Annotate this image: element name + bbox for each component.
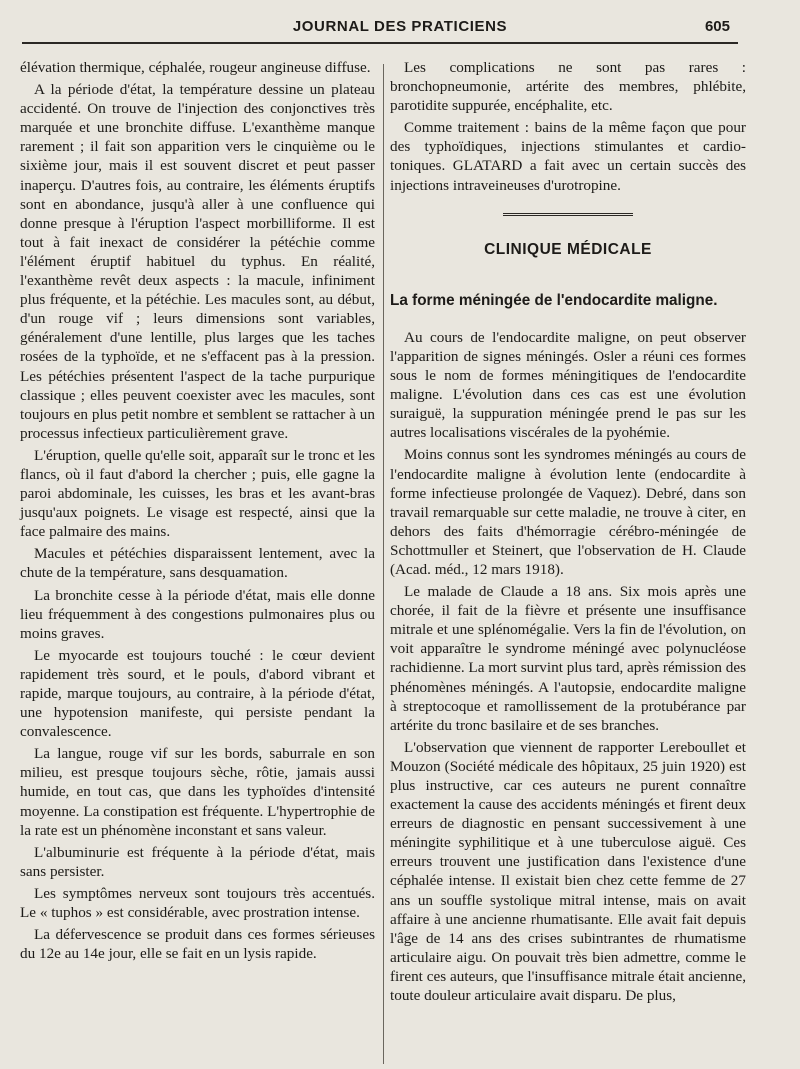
article-title: La forme méningée de l'endocardite maligne. bbox=[390, 291, 718, 309]
paragraph: L'albuminurie est fréquente à la période d'état, mais sans persister. bbox=[20, 843, 375, 880]
page-number: 605 bbox=[704, 18, 730, 35]
paragraph: Le myocarde est toujours touché : le cœur devient rapidement très sourd, et le pouls, d'abord vibrant et rapide, marque toujours, au contraire, à la période d'état, une hypotension manifeste, qui persiste pendant la convalescence. bbox=[20, 646, 375, 741]
section-divider bbox=[503, 213, 633, 216]
paragraph: La langue, rouge vif sur les bords, saburrale en son milieu, est presque toujours sèche, rôtie, jamais aussi humide, en tout cas, que dans les typhoïdes d'intensité moyenne. La constipation est fréquente. L'hypertrophie de la rate est un phénomène inconstant et sans valeur. bbox=[20, 745, 375, 839]
section-title: CLINIQUE MÉDICALE bbox=[484, 240, 652, 258]
right-column bbox=[390, 58, 746, 1005]
paragraph: L'éruption, quelle qu'elle soit, apparaît sur le tronc et les flancs, où il faut d'abord la chercher ; puis, elle gagne la paroi abdominale, les cuisses, les bras et les avant-bras jusqu'aux poignets. Le visage est respecté, ainsi que la face palmaire des mains. bbox=[20, 446, 375, 541]
paragraph: L'observation que viennent de rapporter Lereboullet et Mouzon (Société médicale des hôpitaux, 25 juin 1920) est plus instructive, car ces auteurs ne purent connaître exactement la cause des accidents méningés et firent deux erreurs de diagnostic en pensant successivement à une méningite syphilitique et à une tuberculose aiguë. Ces erreurs trouvent une justification dans l'existence d'une céphalée intense. Il existait bien chez cette femme de 27 ans un souffle systolique mitral intense, mais on avait affaire à une ancienne rhumatisante. Elle avait fait depuis l'âge de 14 ans des crises subintrantes de rhumatisme articulaire aigu. On pouvait très bien admettre, comme le firent ces auteurs, que l'insuffisance mitrale était ancienne, toute douleur articulaire avait disparu. De plus, bbox=[390, 738, 746, 1005]
paragraph: A la période d'état, la température dessine un plateau accidenté. On trouve de l'injection des conjonctives très marquée et une bronchite diffuse. L'exanthème manque rarement ; il fait son apparition vers le cinquième ou le sixième jour, mais il est souvent discret et peut passer inaperçu. D'autres fois, au contraire, les éléments éruptifs sont en abondance, jusqu'à aller à une confluence qui donne presque à l'éruption l'aspect morbilliforme. Il est tout à fait inexact de considérer la pétéchie comme l'élément éruptif habituel du typhus. En réalité, l'exanthème revêt deux aspects : la macule, infiniment plus fréquente, et la pétéchie. Les macules sont, au début, d'un rouge vif ; leurs dimensions sont variables, généralement d'une lentille, plus larges que les taches rosées de la typhoïde, et ne s'effacent pas à la pression. Les pétéchies présentent l'aspect de la tache purpurique classique ; elles peuvent coexister avec les macules, sont toujours en plus petit nombre et semblent se rattacher à un processus infectieux particulièrement grave. bbox=[20, 81, 375, 442]
paragraph: Au cours de l'endocardite maligne, on peut observer l'apparition de signes méningés. Osler a réuni ces formes sous le nom de formes méningitiques de l'endocardite maligne. L'évolution dans ces cas est une évolution suraiguë, la suppuration méningée prend le pas sur les autres localisations viscérales de la pyohémie. bbox=[390, 328, 746, 442]
paragraph: La défervescence se produit dans ces formes sérieuses du 12e au 14e jour, elle se fait en un lysis rapide. bbox=[20, 926, 375, 963]
journal-title: JOURNAL DES PRATICIENS bbox=[292, 18, 508, 35]
column-divider bbox=[383, 64, 384, 1064]
header-rule bbox=[22, 42, 738, 44]
paragraph: élévation thermique, céphalée, rougeur angineuse diffuse. bbox=[20, 59, 371, 76]
paragraph: La bronchite cesse à la période d'état, mais elle donne lieu fréquemment à des congestions pulmonaires plus ou moins graves. bbox=[20, 586, 375, 642]
paragraph: Comme traitement : bains de la même façon que pour des typhoïdiques, injections stimulantes et cardio-toniques. GLATARD a fait avec un certain succès des injections intraveineuses d'urotropine. bbox=[390, 119, 746, 194]
paragraph: Moins connus sont les syndromes méningés au cours de l'endocardite maligne à évolution lente (endocardite à forme infectieuse prolongée de Vaquez). Debré, dans son travail remarquable sur cette maladie, ne trouve à citer, en dehors des faits d'hémorragie cérébro-méningée de Schottmuller et Steinert, que l'observation de H. Claude (Acad. méd., 12 mars 1918). bbox=[390, 446, 746, 578]
paragraph: Le malade de Claude a 18 ans. Six mois après une chorée, il fait de la fièvre et présente une insuffisance mitrale et une splénomégalie. Vers la fin de l'évolution, on voit apparaître le syndrome méningé avec polynucléose rachidienne. La mort survint plus tard, après rémission des phénomènes méningés. A l'autopsie, endocardite maligne à streptocoque et ramollissement de la protubérance par artérite du tronc basilaire et de ses branches. bbox=[390, 583, 746, 734]
left-column bbox=[20, 58, 375, 963]
paragraph: Les symptômes nerveux sont toujours très accentués. Le « tuphos » est considérable, avec prostration intense. bbox=[20, 884, 375, 922]
page-header bbox=[0, 0, 800, 44]
paragraph: Les complications ne sont pas rares : bronchopneumonie, artérite des membres, phlébite, parotidite suppurée, encéphalite, etc. bbox=[390, 59, 746, 115]
paragraph: Macules et pétéchies disparaissent lentement, avec la chute de la température, sans desquamation. bbox=[20, 545, 375, 582]
